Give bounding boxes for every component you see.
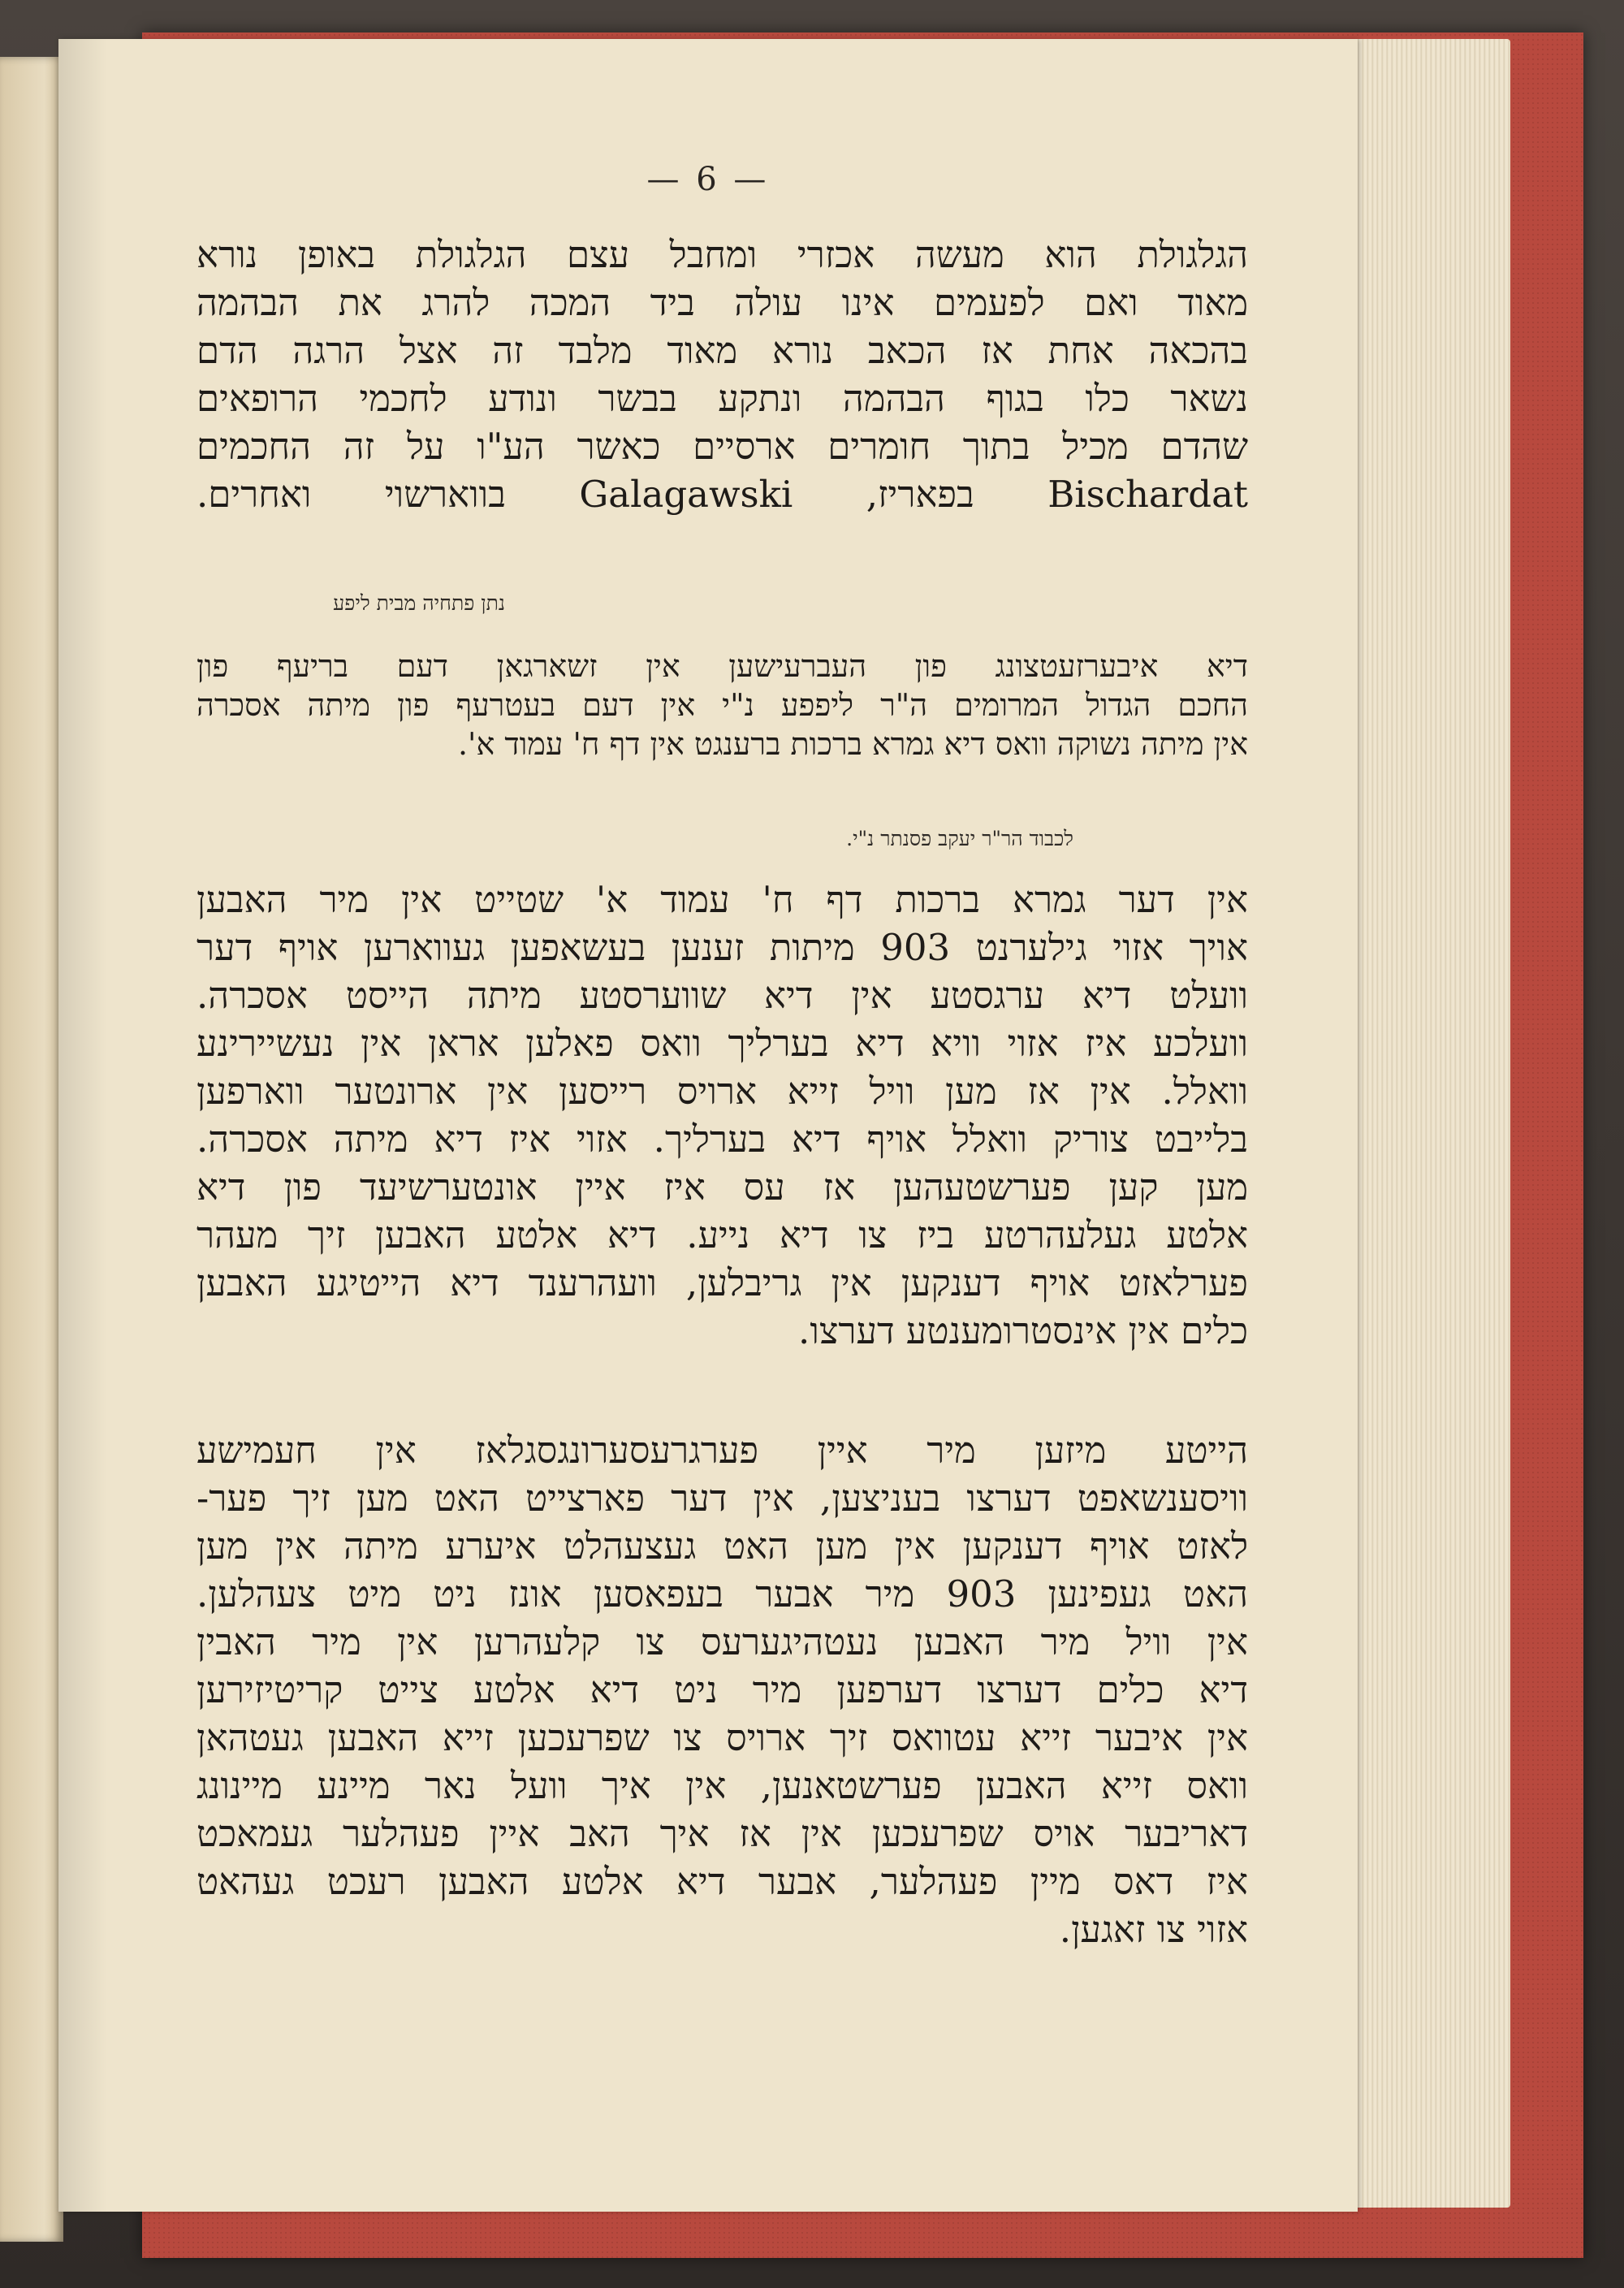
text-line: אויך אזוי גילערנט 903 מיתות זענען בעשאפען געווארען אויף דער	[197, 926, 1248, 969]
text-line: בהכאה אחת אז הכאב נורא מאוד מלבד זה אצל הרגה הדם	[197, 329, 1248, 372]
text-line: פערלאזט אויף דענקען אין גריבלען, וועהרענד דיא הייטיגע האבען	[197, 1261, 1248, 1304]
text-line: מאוד ואם לפעמים אינו עולה ביד המכה להרג את הבהמה	[197, 281, 1248, 324]
signature-1: נתן פתחיה מבית ליפע	[333, 591, 505, 615]
paragraph-3	[197, 876, 1248, 1355]
text-line: איז דאס מיין פעהלער, אבער דיא אלטע האבען רעכט געהאט	[197, 1860, 1248, 1903]
text-line: דיא איבערזעטצונג פון העברעישען אין זשארגאן דעם בריעף פון	[197, 648, 1248, 684]
text-line: הייטע מיזען מיר איין פערגרעסערונגסגלאז אין חעמישע	[197, 1429, 1248, 1472]
signature-2: לכבוד הר"ר יעקב פסנתר נ"י.	[846, 827, 1073, 850]
text-line: וויסענשאפט דערצו בעניצען, אין דער פארצייט האט מען זיך פער-	[197, 1477, 1248, 1520]
text-line: האט געפינען 903 מיר אבער בעפאסען אונז ניט מיט צעהלען.	[197, 1572, 1248, 1615]
text-paris: בפאריז,	[866, 473, 974, 516]
text-line: נשאר כלו בגוף הבהמה ונתקע בבשר ונודע לחכמי הרופאים	[197, 377, 1248, 420]
paragraph-4	[197, 1426, 1248, 1953]
paragraph-2	[197, 647, 1248, 763]
text-line: לאזט אויף דענקען אין מען האט געצעהלט איערע מיתה אין מען	[197, 1525, 1248, 1568]
text-line: כלים אין אינסטרומענטע דערצו.	[798, 1309, 1248, 1352]
text-line: דאריבער אויס שפרעכען אין אז איך האב איין פעהלער געמאכט	[197, 1812, 1248, 1855]
text-line: וואלל. אין אז מען וויל זייא ארויס רייסען אין ארונטער ווארפען	[197, 1070, 1248, 1113]
left-page-edge	[0, 57, 63, 2242]
text-line: אין מיתה נשוקה וואס דיא גמרא ברכות ברענגט אין דף ח' עמוד א'.	[457, 726, 1248, 762]
text-line: אין וויל מיר האבען נעטהיגערעס צו קלעהרען אין מיר האבין	[197, 1620, 1248, 1663]
name-bischardat: Bischardat	[1047, 473, 1248, 516]
text-line: וואס זייא האבען פערשטאנען, אין איך וועל נאר מיינע מיינונג	[197, 1764, 1248, 1807]
text-line: אין דער גמרא ברכות דף ח' עמוד א' שטייט אין מיר האבען	[197, 878, 1248, 921]
text-line: בלייבט צוריק וואלל אויף דיא בערליך. אזוי איז דיא מיתה אסכרה.	[197, 1118, 1248, 1161]
text-line: וועלט דיא ערגסטע אין דיא שווערסטע מיתה הייסט אסכרה.	[197, 974, 1248, 1017]
text-line: אלטע געלעהרטע ביז צו דיא נייע. דיא אלטע האבען זיך מעהר	[197, 1213, 1248, 1256]
text-line: דיא כלים דערצו דערפען מיר ניט דיא אלטע צייט קריטיזירען	[197, 1668, 1248, 1711]
text-line: אין איבער זייא עטוואס זיך ארויס צו שפרעכען זייא האבען געטהאן	[197, 1716, 1248, 1759]
text-line: החכם הגדול המרומים ה"ר ליפפע נ"י אין דעם בעטרעף פון מיתה אסכרה	[197, 687, 1248, 723]
text-line: מען קען פערשטעהען אז עס איז איין אונטערשיעד פון דיא	[197, 1166, 1248, 1209]
text-line	[197, 470, 1248, 518]
book-page	[58, 39, 1358, 2212]
page-number: — 6 —	[646, 161, 770, 198]
text-line: הגלגולת הוא מעשה אכזרי ומחבל עצם הגלגולת באופן נורא	[197, 233, 1248, 276]
page-stack-edge	[1340, 39, 1510, 2208]
text-line: שהדם מכיל בתוך חומרים ארסיים כאשר הע"ו על זה החכמים	[197, 425, 1248, 468]
name-galagawski: Galagawski	[579, 473, 793, 516]
text-line: וועלכע איז אזוי וויא דיא בערליך וואס פאלען אראן אין נעשיירינע	[197, 1022, 1248, 1065]
text-warsaw: בווארשוי ואחרים.	[197, 473, 506, 516]
paragraph-1	[197, 231, 1248, 518]
text-line: אזוי צו זאגען.	[1059, 1908, 1248, 1951]
